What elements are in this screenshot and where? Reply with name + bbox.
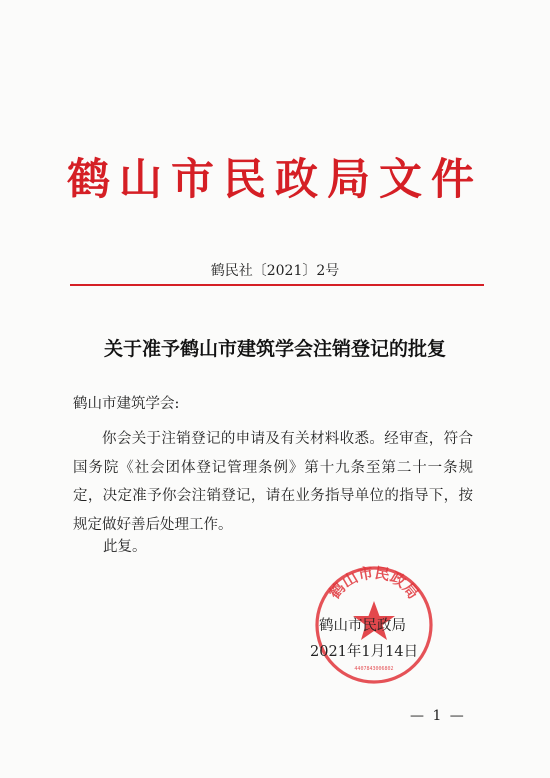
body-text [73,425,473,539]
document-number: 鹤民社〔2021〕2号 [210,263,340,279]
svg-text:鹤山市民政局 [325,564,422,603]
seal-text: 鹤山市民政局 [325,563,423,603]
header-divider [70,284,484,286]
seal-code: 4407843006802 [354,666,394,672]
closing-text: 此复。 [103,539,147,555]
body-paragraph: 你会关于注销登记的申请及有关材料收悉。经审查，符合国务院《社会团体登记管理条例》第十九条至第二十一条规定，决定准予你会注销登记，请在业务指导单位的指导下，按规定做好善后处理工作。 [73,431,473,533]
document-header-title: 鹤山市民政局文件 [67,155,483,205]
document-subject: 关于准予鹤山市建筑学会注销登记的批复 [103,338,446,360]
signature-organization: 鹤山市民政局 [319,618,406,634]
addressee: 鹤山市建筑学会: [73,396,180,412]
page-number: — 1 — [410,708,466,724]
signature-date: 2021年1月14日 [310,644,419,660]
